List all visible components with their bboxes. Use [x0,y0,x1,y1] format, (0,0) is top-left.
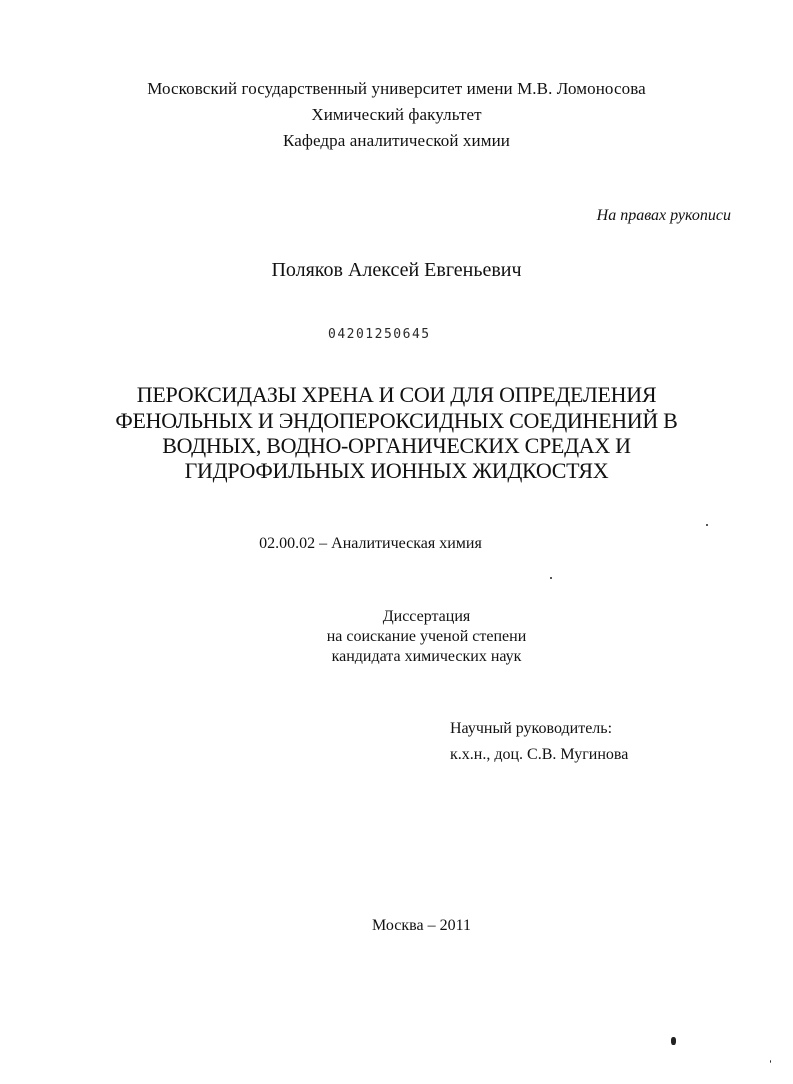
author-name: Поляков Алексей Евгеньевич [271,259,522,281]
specialty: 02.00.02 – Аналитическая химия [259,535,482,552]
title-line-1: ПЕРОКСИДАЗЫ ХРЕНА И СОИ ДЛЯ ОПРЕДЕЛЕНИЯ [136,382,657,407]
title-line-2: ФЕНОЛЬНЫХ И ЭНДОПЕРОКСИДНЫХ СОЕДИНЕНИЙ В [115,408,678,433]
manuscript-note: На правах рукописи [596,207,731,224]
scan-speck [550,577,552,579]
city-year: Москва – 2011 [372,917,471,934]
title-line-3: ВОДНЫХ, ВОДНО-ОРГАНИЧЕСКИХ СРЕДАХ И [162,433,631,458]
department-name: Кафедра аналитической химии [283,131,510,150]
degree-line-1: Диссертация [382,608,471,625]
supervisor-name: к.х.н., доц. С.В. Мугинова [450,746,629,763]
degree-line-2: на соискание ученой степени [326,628,527,645]
catalog-code: 04201250645 [328,327,431,342]
scan-speck [671,1037,676,1045]
degree-line-3: кандидата химических наук [331,648,522,665]
supervisor-label: Научный руководитель: [450,720,613,737]
title-line-4: ГИДРОФИЛЬНЫХ ИОННЫХ ЖИДКОСТЯХ [184,458,609,483]
scan-speck [770,1060,771,1063]
university-name: Московский государственный университет имени М.В. Ломоносова [147,79,646,98]
scan-speck [706,524,708,526]
faculty-name: Химический факультет [311,105,482,124]
